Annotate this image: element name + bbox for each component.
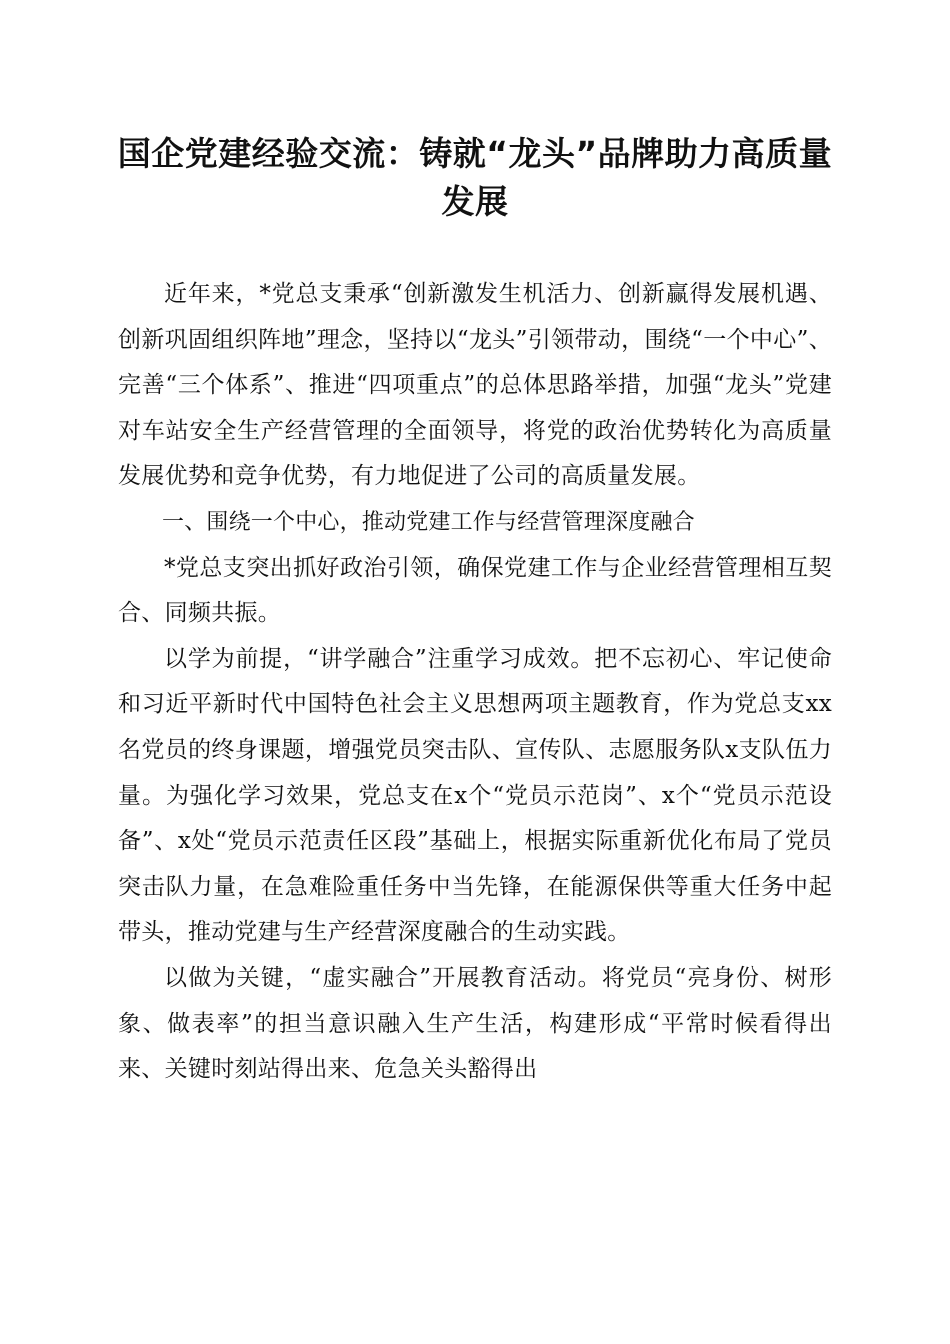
document-title: 国企党建经验交流：铸就“龙头”品牌助力高质量发展 bbox=[117, 134, 833, 221]
document-body bbox=[118, 272, 832, 1093]
paragraph-learning: 以学为前提，“讲学融合”注重学习成效。把不忘初心、牢记使命和习近平新时代中国特色社会主义思想两项主题教育，作为党总支xx名党员的终身课题，增强党员突击队、宣传队、志愿服务队x支队伍力量。为强化学习效果，党总支在x个“党员示范岗”、x个“党员示范设备”、x处“党员示范责任区段”基础上，根据实际重新优化布局了党员突击队力量，在急难险重任务中当先锋，在能源保供等重大任务中起带头，推动党建与生产经营深度融合的生动实践。 bbox=[118, 645, 832, 946]
paragraph-intro: 近年来，*党总支秉承“创新激发生机活力、创新赢得发展机遇、创新巩固组织阵地”理念，坚持以“龙头”引领带动，围绕“一个中心”、完善“三个体系”、推进“四项重点”的总体思路举措，加强“龙头”党建对车站安全生产经营管理的全面领导，将党的政治优势转化为高质量发展优势和竞争优势，有力地促进了公司的高质量发展。 bbox=[118, 281, 832, 490]
paragraph-section-1-summary: *党总支突出抓好政治引领，确保党建工作与企业经营管理相互契合、同频共振。 bbox=[118, 554, 832, 627]
paragraph-practice: 以做为关键，“虚实融合”开展教育活动。将党员“亮身份、树形象、做表率”的担当意识融入生产生活，构建形成“平常时候看得出来、关键时刻站得出来、危急关头豁得出 bbox=[118, 964, 832, 1083]
section-heading-1: 一、围绕一个中心，推动党建工作与经营管理深度融合 bbox=[162, 509, 695, 535]
